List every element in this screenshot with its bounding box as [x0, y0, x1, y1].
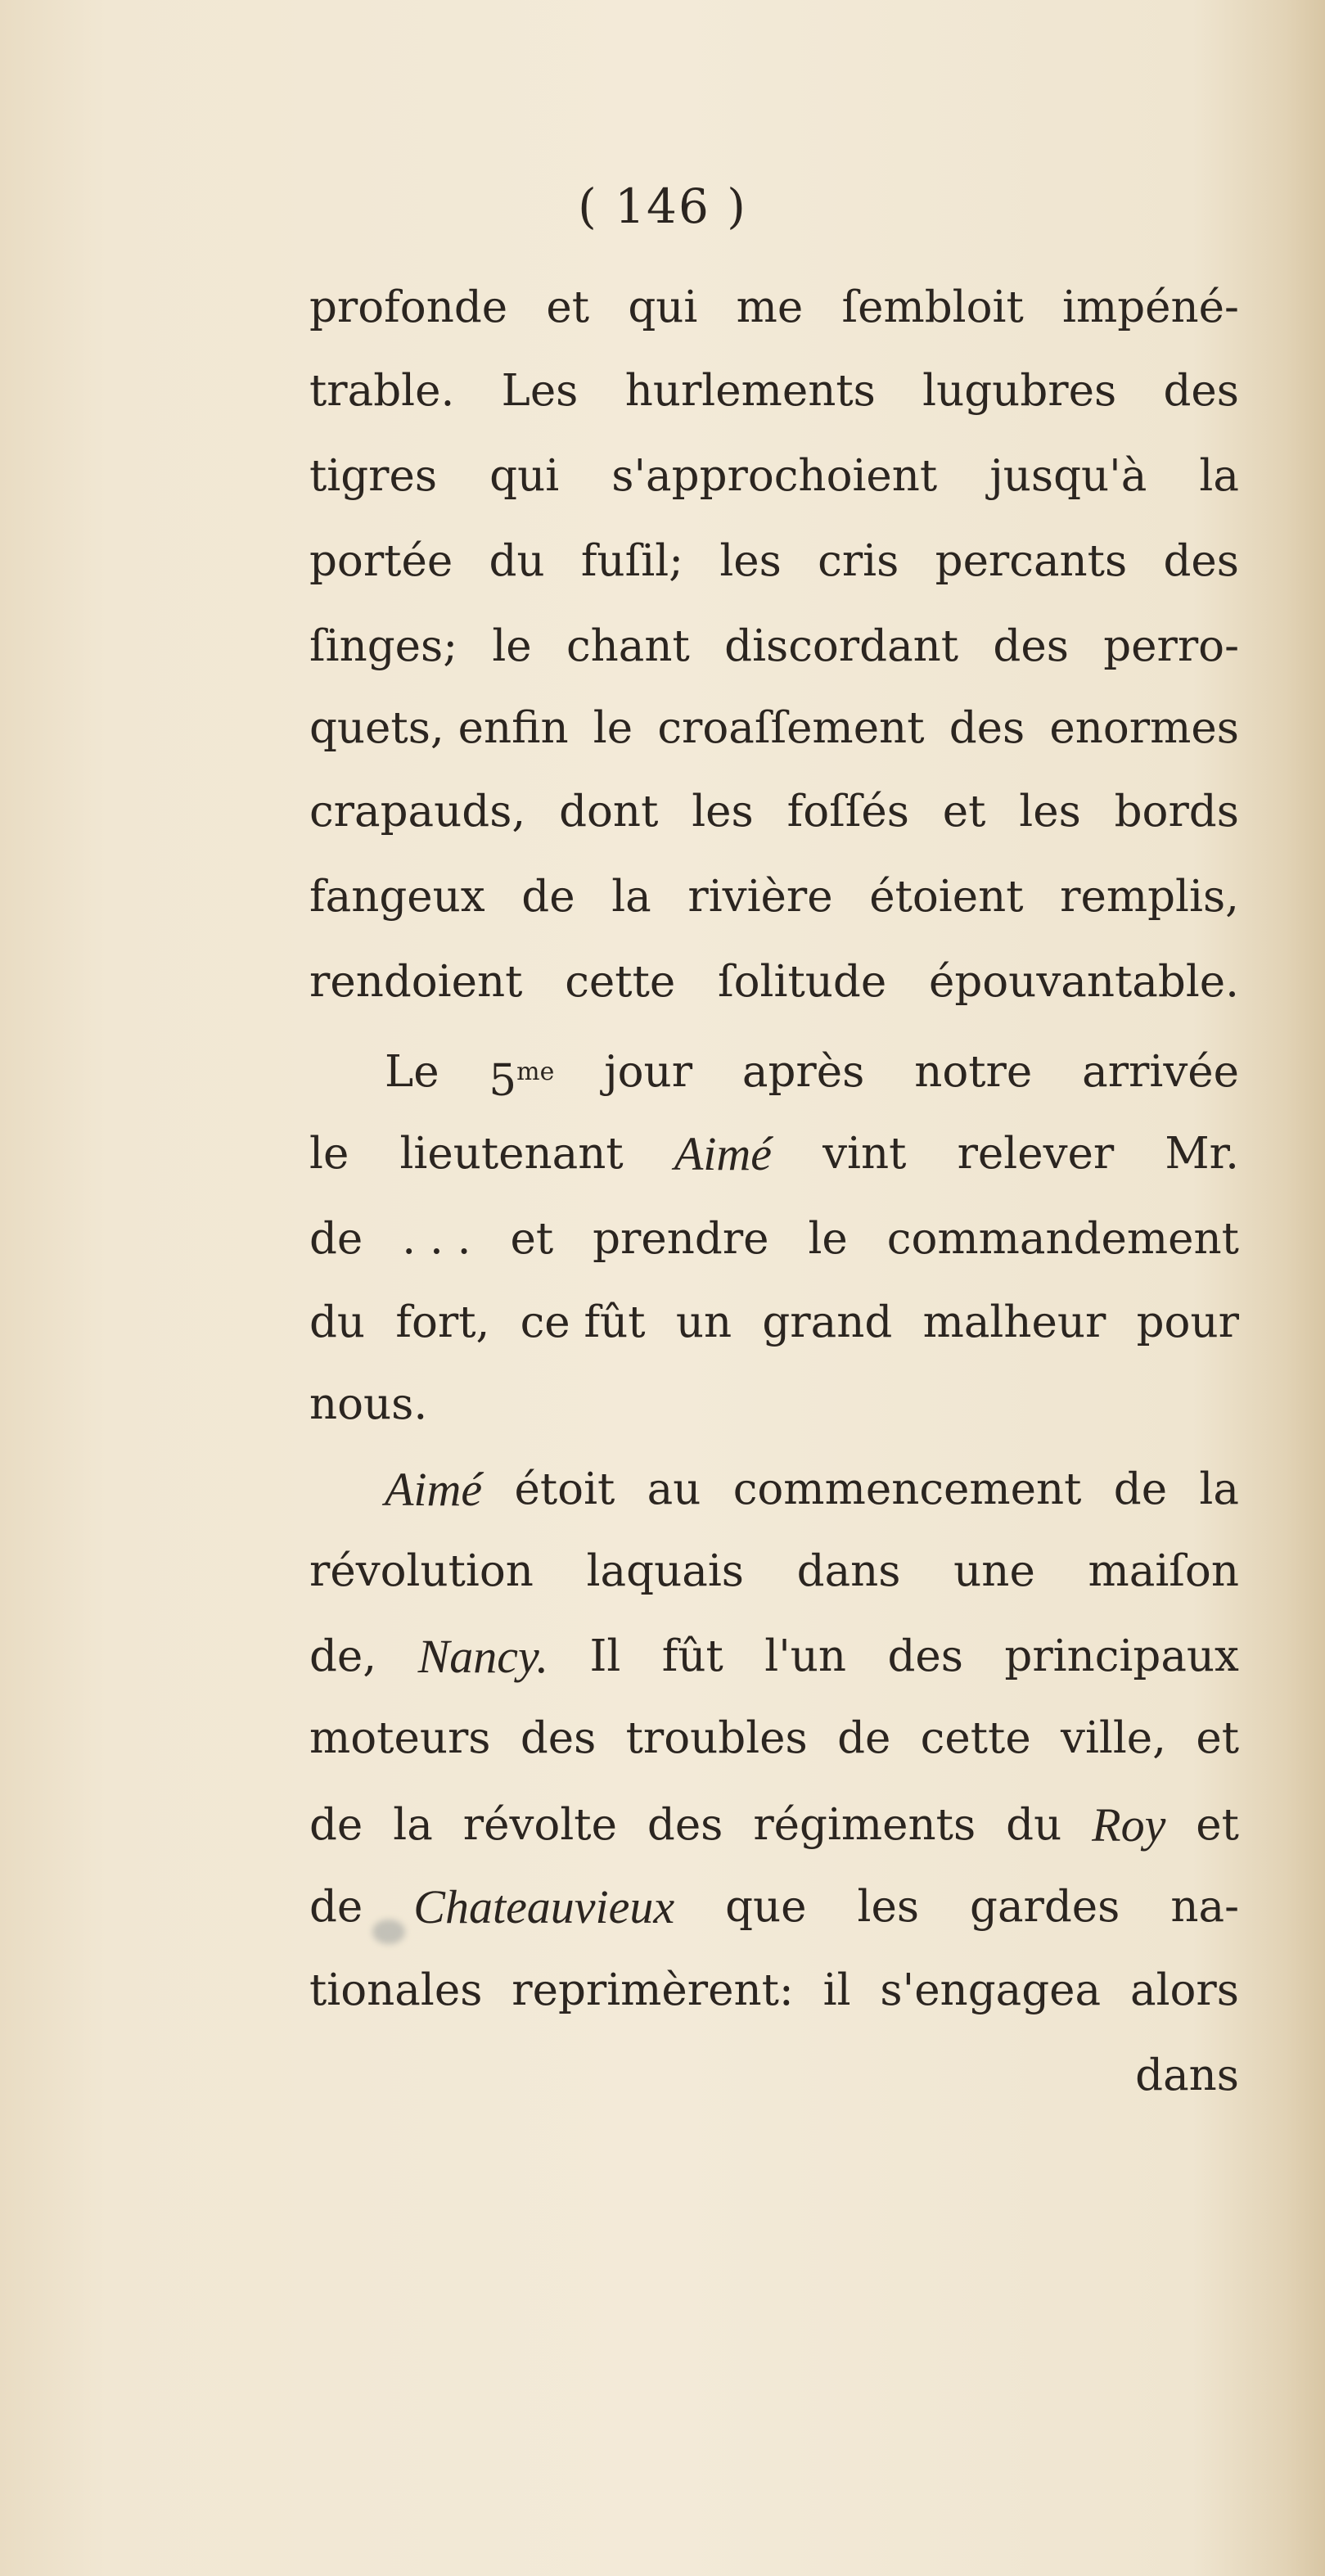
word-text: le [808, 1214, 848, 1264]
word-text: ce fût [520, 1297, 646, 1347]
word-text: commandement [886, 1214, 1239, 1264]
word [1137, 1290, 1239, 1356]
word-text: des [520, 1713, 597, 1763]
word [309, 444, 437, 509]
italic-word [418, 1624, 548, 1690]
word [565, 950, 675, 1015]
word [1114, 1457, 1167, 1523]
word-text: le [492, 621, 532, 671]
word-text: alors [1129, 1965, 1239, 2015]
word [914, 1040, 1032, 1114]
word [719, 529, 782, 594]
word [489, 529, 545, 594]
word [628, 275, 697, 341]
word [625, 359, 876, 424]
word-text: jour [604, 1047, 693, 1097]
word [309, 529, 453, 594]
italic-word [674, 1121, 772, 1187]
word [764, 1624, 846, 1690]
word-text: hurlements [624, 366, 876, 416]
text-line [309, 1793, 1239, 1858]
word [309, 1874, 363, 1940]
word-text: la [1199, 451, 1239, 501]
word-text: impéné- [1062, 282, 1239, 332]
word [512, 1958, 794, 2023]
word-text: maiſon [1088, 1546, 1239, 1596]
word-text: et [1196, 1713, 1239, 1763]
word [869, 864, 1023, 930]
word-text: ſinges; [309, 621, 458, 671]
word-text: le [593, 703, 633, 753]
text-line [309, 1457, 1239, 1523]
word [742, 1040, 864, 1114]
word [1082, 1040, 1239, 1114]
word-text: une [953, 1546, 1035, 1596]
word-text: crapauds, [309, 787, 526, 837]
word [647, 1457, 701, 1523]
word-text: nous. [309, 1379, 428, 1429]
word [399, 1121, 623, 1187]
word-text: il [822, 1965, 851, 2015]
word [593, 1207, 768, 1272]
word-text: les [692, 787, 754, 837]
word-text: révolution [309, 1546, 534, 1596]
word [823, 1958, 851, 2023]
word [309, 1290, 365, 1356]
word [626, 1706, 808, 1771]
word-text: les [719, 536, 782, 586]
word [309, 359, 454, 424]
text-line [309, 696, 1239, 761]
word-text: perro- [1103, 621, 1239, 671]
word-text: foſſés [786, 787, 909, 837]
word-text: des [647, 1800, 723, 1850]
ink-smudge [372, 1920, 405, 1944]
word [1164, 529, 1240, 594]
text-line [309, 1121, 1239, 1187]
word-text: gardes [970, 1882, 1120, 1932]
word-text: lugubres [922, 366, 1117, 416]
word [676, 1290, 732, 1356]
word [842, 275, 1024, 341]
word-text: me [736, 282, 804, 332]
word [1196, 1706, 1239, 1771]
word [718, 950, 886, 1015]
word [797, 1539, 901, 1604]
word-text: Aimé [674, 1127, 772, 1180]
word-text: les [857, 1882, 920, 1932]
word [725, 1874, 806, 1940]
word [492, 614, 531, 679]
word [1165, 1121, 1239, 1187]
word [309, 1958, 482, 2023]
word [1199, 444, 1239, 509]
text-line [309, 864, 1239, 930]
word-text: rivière [687, 872, 833, 922]
word [808, 1207, 847, 1272]
word [858, 1874, 920, 1940]
word [1060, 864, 1239, 930]
word [309, 1624, 376, 1690]
word-text: des [887, 1631, 963, 1681]
text-line [309, 275, 1239, 341]
word [1006, 1793, 1061, 1858]
word [887, 1207, 1239, 1272]
word-text: prendre [593, 1214, 769, 1264]
word-text: s'engagea [880, 1965, 1102, 2015]
word-text: ſembloit [841, 282, 1024, 332]
word-text: arrivée [1082, 1047, 1239, 1097]
word-text: des [1163, 366, 1239, 416]
word-text: Le [385, 1047, 439, 1097]
word [510, 1207, 553, 1272]
text-line [309, 1624, 1239, 1690]
word [309, 275, 507, 341]
word [463, 1793, 617, 1858]
word [489, 444, 559, 509]
word-text: Les [501, 366, 579, 416]
word-text: principaux [1004, 1631, 1239, 1681]
text-line [309, 2043, 1239, 2109]
word-text: le [309, 1129, 349, 1179]
word-text: fuſil; [580, 536, 684, 586]
word-text: du [1006, 1800, 1062, 1850]
word [502, 359, 579, 424]
word-text: Aimé [385, 1463, 483, 1516]
word-text: Mr. [1165, 1129, 1239, 1179]
word [970, 1874, 1120, 1940]
word-text: qui [628, 282, 698, 332]
word-text: dont [559, 787, 659, 837]
word [393, 1793, 433, 1858]
word-text: ſolitude [718, 957, 887, 1007]
word-text: trable. [309, 366, 455, 416]
word-text: et [546, 282, 590, 332]
word [309, 864, 485, 930]
word-text: des [993, 621, 1069, 671]
word [1062, 275, 1239, 341]
word [589, 1624, 620, 1690]
word-text: bords [1114, 787, 1239, 837]
word [923, 1290, 1106, 1356]
word [958, 1121, 1115, 1187]
word [521, 1706, 597, 1771]
word [953, 1539, 1035, 1604]
word-text: tionales [309, 1965, 483, 2015]
word [921, 1706, 1031, 1771]
word [309, 696, 569, 761]
word-text: enormes [1049, 703, 1239, 753]
word-text: croaſſement [657, 703, 925, 753]
word-text: et [942, 787, 986, 837]
word-text: épouvantable. [928, 957, 1239, 1007]
text-line [309, 1372, 1239, 1437]
word [753, 1793, 976, 1858]
word-text: du [309, 1297, 366, 1347]
word [1199, 1457, 1239, 1523]
text-line [309, 779, 1239, 845]
word-text: na- [1170, 1882, 1239, 1932]
word [604, 1040, 692, 1114]
word [566, 614, 690, 679]
word [692, 779, 754, 845]
word [1163, 359, 1239, 424]
word-text: la [1199, 1464, 1239, 1514]
word [309, 1539, 534, 1604]
word-text: ville, [1061, 1713, 1167, 1763]
text-line [309, 444, 1239, 509]
word-text: des [949, 703, 1025, 753]
word-text: notre [914, 1047, 1033, 1097]
word [546, 275, 589, 341]
italic-word [413, 1874, 674, 1940]
word [1019, 779, 1081, 845]
word-text: cette [565, 957, 676, 1007]
word-text: au [647, 1464, 701, 1514]
word [515, 1457, 615, 1523]
word [724, 614, 958, 679]
word [611, 444, 937, 509]
word-text: moteurs [309, 1713, 491, 1763]
word [989, 444, 1147, 509]
word-text: malheur [922, 1297, 1106, 1347]
word [662, 1624, 723, 1690]
word [929, 950, 1239, 1015]
word-text: de [309, 1800, 363, 1850]
word [837, 1706, 890, 1771]
word-text: de [521, 872, 575, 922]
word [1061, 1706, 1166, 1771]
word [611, 864, 651, 930]
word-text: pour [1136, 1297, 1239, 1347]
word [922, 359, 1116, 424]
word [309, 614, 457, 679]
word [1135, 2043, 1239, 2109]
page-number: ( 146 ) [578, 178, 747, 234]
word [943, 779, 986, 845]
word [733, 1457, 1082, 1523]
word-text: un [675, 1297, 732, 1347]
word-text: et [1196, 1800, 1239, 1850]
word [935, 529, 1128, 594]
word [402, 1207, 471, 1272]
text-line [309, 1706, 1239, 1771]
word [762, 1290, 892, 1356]
word-text: grand [762, 1297, 893, 1347]
word-text: percants [935, 536, 1128, 586]
text-line [309, 1539, 1239, 1604]
word-text: fangeux [309, 872, 485, 922]
word [309, 1121, 349, 1187]
word [309, 1793, 363, 1858]
word-text: fort, [395, 1297, 490, 1347]
word [1004, 1624, 1239, 1690]
word-text: qui [489, 451, 560, 501]
text-line [309, 529, 1239, 594]
word [521, 864, 575, 930]
word [309, 1706, 491, 1771]
word-text: du [489, 536, 545, 586]
word [559, 779, 658, 845]
word-text: étoient [869, 872, 1024, 922]
word [737, 275, 804, 341]
word-text: dans [796, 1546, 901, 1596]
word-text: remplis, [1060, 872, 1239, 922]
text-line [309, 1040, 1239, 1114]
word-text: de [837, 1713, 891, 1763]
word [593, 696, 633, 761]
italic-word [1092, 1793, 1165, 1858]
word [818, 529, 899, 594]
word [309, 779, 525, 845]
word-text: la [611, 872, 651, 922]
word-text: chant [566, 621, 690, 671]
word [521, 1290, 646, 1356]
word-text: troubles [625, 1713, 808, 1763]
word [1130, 1958, 1239, 2023]
word-text: quets, enfin [309, 703, 569, 753]
word-text: profonde [309, 282, 508, 332]
word [309, 1207, 363, 1272]
word [581, 529, 683, 594]
word [309, 950, 522, 1015]
word-text: Chateauvieux [413, 1880, 675, 1933]
word-text: de [309, 1214, 363, 1264]
word [1115, 779, 1239, 845]
word-text: cette [920, 1713, 1031, 1763]
word [822, 1121, 906, 1187]
word-text: étoit [514, 1464, 615, 1514]
word-text: cris [818, 536, 899, 586]
word-text: reprimèrent: [512, 1965, 794, 2015]
word [1196, 1793, 1239, 1858]
word [687, 864, 832, 930]
word [1103, 614, 1239, 679]
word [887, 1624, 963, 1690]
word-text: Roy [1092, 1798, 1166, 1852]
word [1088, 1539, 1238, 1604]
text-line [309, 1874, 1239, 1940]
word [587, 1539, 744, 1604]
text-line [309, 614, 1239, 679]
word [647, 1793, 723, 1858]
word-text: et [510, 1214, 554, 1264]
word-text: rendoient [309, 957, 523, 1007]
text-line [309, 1290, 1239, 1356]
word-text: lieutenant [399, 1129, 624, 1179]
word-text: tigres [309, 451, 438, 501]
word-text: jusqu'à [989, 451, 1147, 501]
word-text: Nancy. [417, 1630, 549, 1683]
word [657, 696, 924, 761]
word-text: des [1163, 536, 1239, 586]
text-line [309, 359, 1239, 424]
word-text: dans [1135, 2050, 1239, 2100]
word-text: de, [309, 1631, 377, 1681]
word-text: régiments [753, 1800, 976, 1850]
word-text: discordant [724, 621, 959, 671]
word-text: laquais [586, 1546, 744, 1596]
word [489, 1040, 554, 1114]
word-text: de [309, 1882, 363, 1932]
word-text: l'un [764, 1631, 847, 1681]
word-text: révolte [462, 1800, 617, 1850]
italic-word [385, 1457, 482, 1523]
word-text: fût [661, 1631, 723, 1681]
word-text: 5 [489, 1055, 517, 1106]
word [1049, 696, 1239, 761]
word-text: vint [822, 1129, 907, 1179]
word [385, 1040, 439, 1114]
text-line [309, 950, 1239, 1015]
word [309, 1372, 427, 1437]
word-text: . . . [402, 1214, 471, 1264]
word-text: s'approchoient [611, 451, 938, 501]
word [787, 779, 909, 845]
superscript: me [516, 1058, 555, 1086]
word-text: après [741, 1047, 865, 1097]
word [993, 614, 1069, 679]
word-text: de [1113, 1464, 1168, 1514]
word-text: que [725, 1882, 807, 1932]
text-line [309, 1207, 1239, 1272]
word [395, 1290, 489, 1356]
text-line [309, 1958, 1239, 2023]
word-text: portée [309, 536, 453, 586]
word [880, 1958, 1101, 2023]
word-text: commencement [732, 1464, 1082, 1514]
word-text: les [1019, 787, 1081, 837]
word [949, 696, 1025, 761]
word-text: relever [957, 1129, 1115, 1179]
word-text: la [393, 1800, 433, 1850]
word-text: Il [589, 1631, 621, 1681]
word [1170, 1874, 1239, 1940]
